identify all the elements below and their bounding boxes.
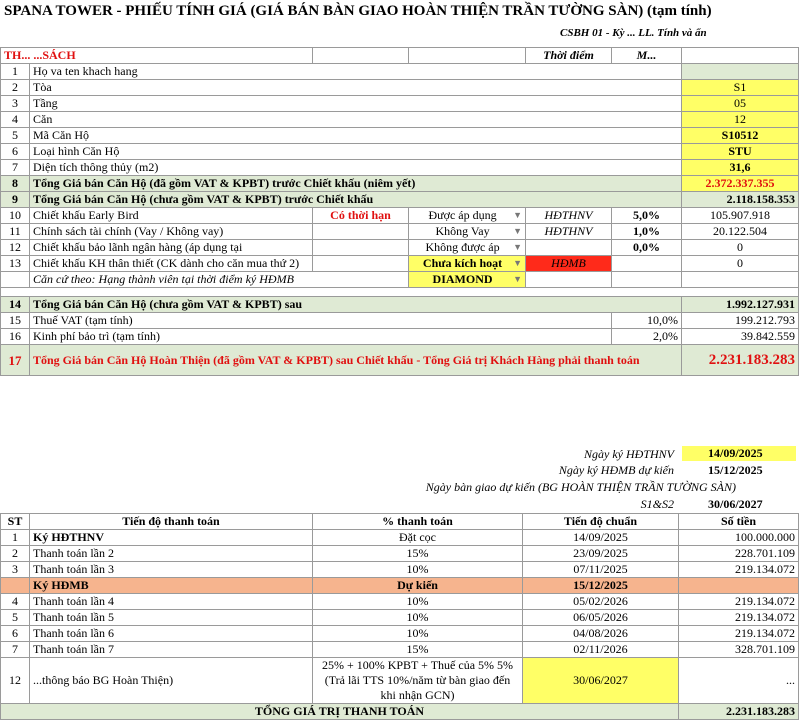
field-value[interactable]: 31,6 (682, 160, 799, 176)
row-number: 3 (1, 562, 30, 578)
field-value[interactable]: 05 (682, 96, 799, 112)
chevron-down-icon[interactable]: ▼ (513, 258, 522, 268)
installment-pct: Đặt cọc (313, 530, 523, 546)
payment-schedule-table (0, 513, 799, 720)
row-number: 7 (1, 642, 30, 658)
row-number: 5 (1, 128, 30, 144)
chevron-down-icon[interactable]: ▼ (513, 210, 522, 220)
row15-pct: 10,0% (612, 313, 682, 329)
discount-label: Chính sách tài chính (Vay / Không vay) (30, 224, 313, 240)
hdmb-pct: Dự kiến (313, 578, 523, 594)
field-label: Căn (30, 112, 682, 128)
field-label: Tổng Giá bán Căn Hộ (đã gồm VAT & KPBT) trước Chiết khấu (niêm yết) (30, 176, 682, 192)
row16-pct: 2,0% (612, 329, 682, 345)
date-label-1: Ngày ký HĐTHNV (584, 447, 674, 461)
member-select[interactable]: DIAMOND ▼ (409, 272, 526, 288)
total-value: 2.231.183.283 (679, 704, 799, 720)
field-label: Loại hình Căn Hộ (30, 144, 682, 160)
discount-value: 0 (682, 256, 799, 272)
row-number: 1 (1, 64, 30, 80)
row-number: 4 (1, 594, 30, 610)
date-value-1: 14/09/2025 (682, 446, 796, 461)
field-value[interactable] (682, 64, 799, 80)
field-label: Tầng (30, 96, 682, 112)
row-number: 7 (1, 160, 30, 176)
date-value-4: 30/06/2027 (708, 497, 763, 511)
discount-pct: 1,0% (612, 224, 682, 240)
discount-ref (526, 240, 612, 256)
discount-select[interactable]: Chưa kích hoạt ▼ (409, 256, 526, 272)
installment-label: Thanh toán lần 7 (30, 642, 313, 658)
date-label-3: Ngày bàn giao dự kiến (BG HOÀN THIỆN TRẦN TƯỜNG SÀN) (425, 480, 736, 494)
final-date: 30/06/2027 (523, 658, 679, 704)
section-header: TH... ...SÁCH (1, 48, 313, 64)
field-label: Tòa (30, 80, 682, 96)
discount-note (313, 240, 409, 256)
discount-note: Có thời hạn (313, 208, 409, 224)
pricing-table (0, 47, 799, 376)
discount-note (313, 256, 409, 272)
row16-value: 39.842.559 (682, 329, 799, 345)
row-number: 14 (1, 297, 30, 313)
installment-pct: 15% (313, 546, 523, 562)
row-number: 9 (1, 192, 30, 208)
row-number: 13 (1, 256, 30, 272)
col-st: ST (1, 514, 30, 530)
col-amount: Số tiền (679, 514, 799, 530)
installment-label: Thanh toán lần 5 (30, 610, 313, 626)
discount-select[interactable]: Không được áp ▼ (409, 240, 526, 256)
date-label-4: S1&S2 (640, 497, 674, 511)
row-number: 2 (1, 546, 30, 562)
installment-label: Thanh toán lần 2 (30, 546, 313, 562)
discount-label: Chiết khấu bảo lãnh ngân hàng (áp dụng tại (30, 240, 313, 256)
installment-date: 06/05/2026 (523, 610, 679, 626)
installment-pct: 10% (313, 610, 523, 626)
installment-date: 04/08/2026 (523, 626, 679, 642)
row15-label: Thuế VAT (tạm tính) (30, 313, 612, 329)
installment-label: Thanh toán lần 4 (30, 594, 313, 610)
installment-date: 23/09/2025 (523, 546, 679, 562)
date-value-2: 15/12/2025 (708, 463, 763, 477)
discount-select[interactable]: Được áp dụng ▼ (409, 208, 526, 224)
date-label-2: Ngày ký HĐMB dự kiến (558, 463, 674, 477)
discount-note (313, 224, 409, 240)
field-value[interactable]: 12 (682, 112, 799, 128)
discount-pct: 0,0% (612, 240, 682, 256)
installment-amount: 219.134.072 (679, 610, 799, 626)
row-number: 10 (1, 208, 30, 224)
installment-date: 02/11/2026 (523, 642, 679, 658)
discount-value: 105.907.918 (682, 208, 799, 224)
installment-label: Ký HĐTHNV (30, 530, 313, 546)
installment-date: 07/11/2025 (523, 562, 679, 578)
field-value: 2.372.337.355 (682, 176, 799, 192)
member-label: Căn cứ theo: Hạng thành viên tại thời điểm ký HĐMB (30, 272, 409, 288)
field-label: Họ va ten khach hang (30, 64, 682, 80)
mo-header: M... (612, 48, 682, 64)
installment-label: Thanh toán lần 6 (30, 626, 313, 642)
col-standard-date: Tiến độ chuẩn (523, 514, 679, 530)
row-number: 17 (1, 345, 30, 376)
discount-value: 0 (682, 240, 799, 256)
row14-label: Tổng Giá bán Căn Hộ (chưa gồm VAT & KPBT) sau (30, 297, 682, 313)
row-number: 1 (1, 530, 30, 546)
discount-value: 20.122.504 (682, 224, 799, 240)
page-title: SPANA TOWER - PHIẾU TÍNH GIÁ (GIÁ BÁN BÀN GIAO HOÀN THIỆN TRẦN TƯỜNG SÀN) (tạm tính) (4, 3, 712, 19)
row-number: 8 (1, 176, 30, 192)
row-number: 5 (1, 610, 30, 626)
field-value[interactable]: S1 (682, 80, 799, 96)
total-label: TỔNG GIÁ TRỊ THANH TOÁN (1, 704, 679, 720)
chevron-down-icon[interactable]: ▼ (513, 242, 522, 252)
final-amount: ... (679, 658, 799, 704)
field-label: Tổng Giá bán Căn Hộ (chưa gồm VAT & KPBT) trước Chiết khấu (30, 192, 682, 208)
row-number: 16 (1, 329, 30, 345)
row-number: 3 (1, 96, 30, 112)
installment-amount: 100.000.000 (679, 530, 799, 546)
row17-label: Tổng Giá bán Căn Hộ Hoàn Thiện (đã gồm VAT & KPBT) sau Chiết khấu - Tổng Giá trị Khách Hàng phải thanh toán (30, 345, 682, 376)
field-value[interactable]: STU (682, 144, 799, 160)
installment-amount: 228.701.109 (679, 546, 799, 562)
col-progress: Tiến độ thanh toán (30, 514, 313, 530)
row15-value: 199.212.793 (682, 313, 799, 329)
row14-value: 1.992.127.931 (682, 297, 799, 313)
discount-label: Chiết khấu KH thân thiết (CK dành cho căn mua thứ 2) (30, 256, 313, 272)
row17-value: 2.231.183.283 (682, 345, 799, 376)
row-number: 6 (1, 626, 30, 642)
field-label: Diện tích thông thủy (m2) (30, 160, 682, 176)
field-value: 2.118.158.353 (682, 192, 799, 208)
row16-label: Kinh phí bảo trì (tạm tính) (30, 329, 612, 345)
discount-pct (612, 256, 682, 272)
installment-date: 14/09/2025 (523, 530, 679, 546)
discount-label: Chiết khấu Early Bird (30, 208, 313, 224)
row-number: 12 (1, 658, 30, 704)
installment-pct: 10% (313, 562, 523, 578)
installment-date: 05/02/2026 (523, 594, 679, 610)
installment-pct: 15% (313, 642, 523, 658)
installment-amount: 219.134.072 (679, 562, 799, 578)
field-value[interactable]: S10512 (682, 128, 799, 144)
row-number: 2 (1, 80, 30, 96)
final-pct: 25% + 100% KPBT + Thuế của 5% 5% (Trả lãi TTS 10%/năm từ bàn giao đến khi nhận GCN) (313, 658, 523, 704)
discount-ref: HĐMB (526, 256, 612, 272)
discount-ref: HĐTHNV (526, 208, 612, 224)
field-label: Mã Căn Hộ (30, 128, 682, 144)
discount-ref: HĐTHNV (526, 224, 612, 240)
hdmb-label: Ký HĐMB (30, 578, 313, 594)
installment-label: Thanh toán lần 3 (30, 562, 313, 578)
policy-code: CSBH 01 - Kỳ ... LL. Tính và ẩn (560, 27, 707, 39)
installment-amount: 328.701.109 (679, 642, 799, 658)
row-number: 15 (1, 313, 30, 329)
row-number: 12 (1, 240, 30, 256)
time-header: Thời điểm (526, 48, 612, 64)
final-label: ...thông báo BG Hoàn Thiện) (30, 658, 313, 704)
discount-select[interactable]: Không Vay ▼ (409, 224, 526, 240)
row-number: 11 (1, 224, 30, 240)
installment-pct: 10% (313, 626, 523, 642)
row-number: 4 (1, 112, 30, 128)
installment-amount: 219.134.072 (679, 626, 799, 642)
hdmb-date: 15/12/2025 (523, 578, 679, 594)
row-number: 6 (1, 144, 30, 160)
chevron-down-icon[interactable]: ▼ (513, 226, 522, 236)
col-percent: % thanh toán (313, 514, 523, 530)
discount-pct: 5,0% (612, 208, 682, 224)
installment-pct: 10% (313, 594, 523, 610)
installment-amount: 219.134.072 (679, 594, 799, 610)
